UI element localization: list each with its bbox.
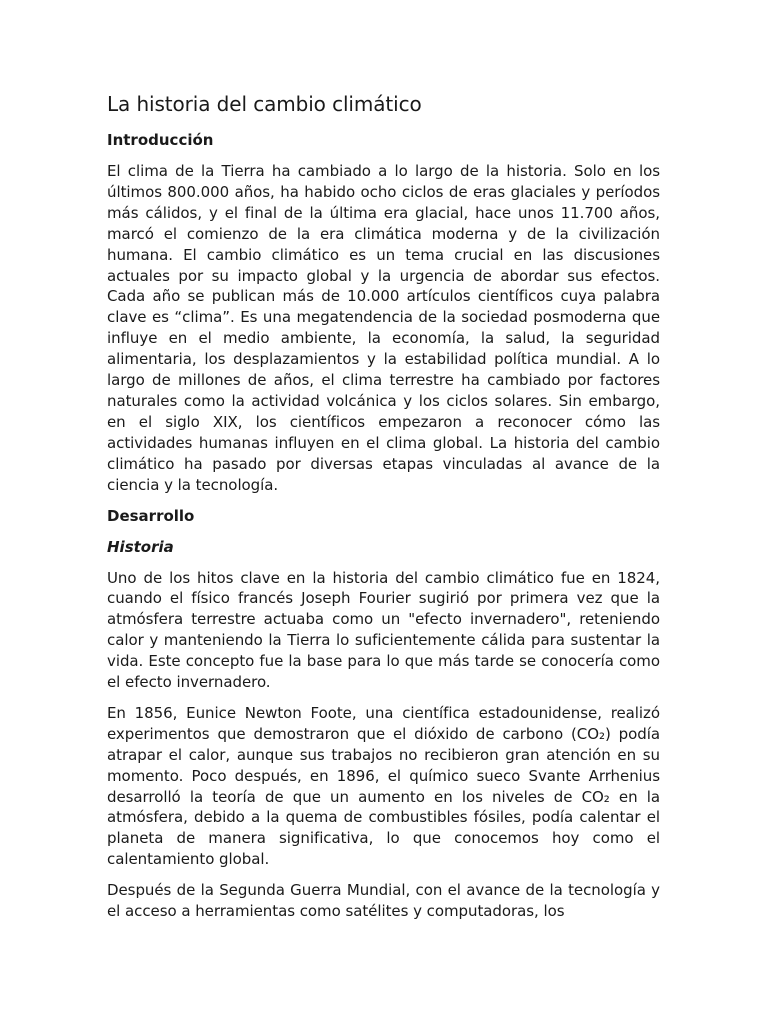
document-title: La historia del cambio climático — [107, 92, 422, 116]
intro-heading: Introducción — [107, 131, 214, 149]
history-paragraph-1: Uno de los hitos clave en la historia del cambio climático fue en 1824, cuando el físico francés Joseph Fourier sugirió por primera vez que la atmósfera terrestre actuaba como un "efecto invernadero", reteniendo calor y manteniendo la Tierra lo suficientemente cálida para sustentar la vida. Este concepto fue la base para lo que más tarde se conocería como el efecto invernadero. — [107, 568, 660, 692]
intro-paragraph: El clima de la Tierra ha cambiado a lo largo de la historia. Solo en los últimos 800.000 años, ha habido ocho ciclos de eras glaciales y períodos más cálidos, y el final de la última era glacial, hace unos 11.700 años, marcó el comienzo de la era climática moderna y de la civilización humana. El cambio climático es un tema crucial en las discusiones actuales por su impacto global y la urgencia de abordar sus efectos. Cada año se publican más de 10.000 artículos científicos cuya palabra clave es “clima”. Es una megatendencia de la sociedad posmoderna que influye en el medio ambiente, la economía, la salud, la seguridad alimentaria, los desplazamientos y la estabilidad política mundial. A lo largo de millones de años, el clima terrestre ha cambiado por factores naturales como la actividad volcánica y los ciclos solares. Sin embargo, en el siglo XIX, los científicos empezaron a reconocer cómo las actividades humanas influyen en el clima global. La historia del cambio climático ha pasado por diversas etapas vinculadas al avance de la ciencia y la tecnología. — [107, 162, 660, 494]
history-subheading: Historia — [107, 537, 174, 556]
history-paragraph-3: Después de la Segunda Guerra Mundial, con el avance de la tecnología y el acceso a herramientas como satélites y computadoras, los — [107, 881, 660, 921]
development-heading: Desarrollo — [107, 506, 195, 525]
document-page — [107, 90, 660, 932]
history-paragraph-2: En 1856, Eunice Newton Foote, una científica estadounidense, realizó experimentos que demostraron que el dióxido de carbono (CO₂) podía atrapar el calor, aunque sus trabajos no recibieron gran atención en su momento. Poco después, en 1896, el químico sueco Svante Arrhenius desarrolló la teoría de que un aumento en los niveles de CO₂ en la atmósfera, debido a la quema de combustibles fósiles, podía calentar el planeta de manera significativa, lo que conocemos hoy como el calentamiento global. — [107, 703, 660, 869]
